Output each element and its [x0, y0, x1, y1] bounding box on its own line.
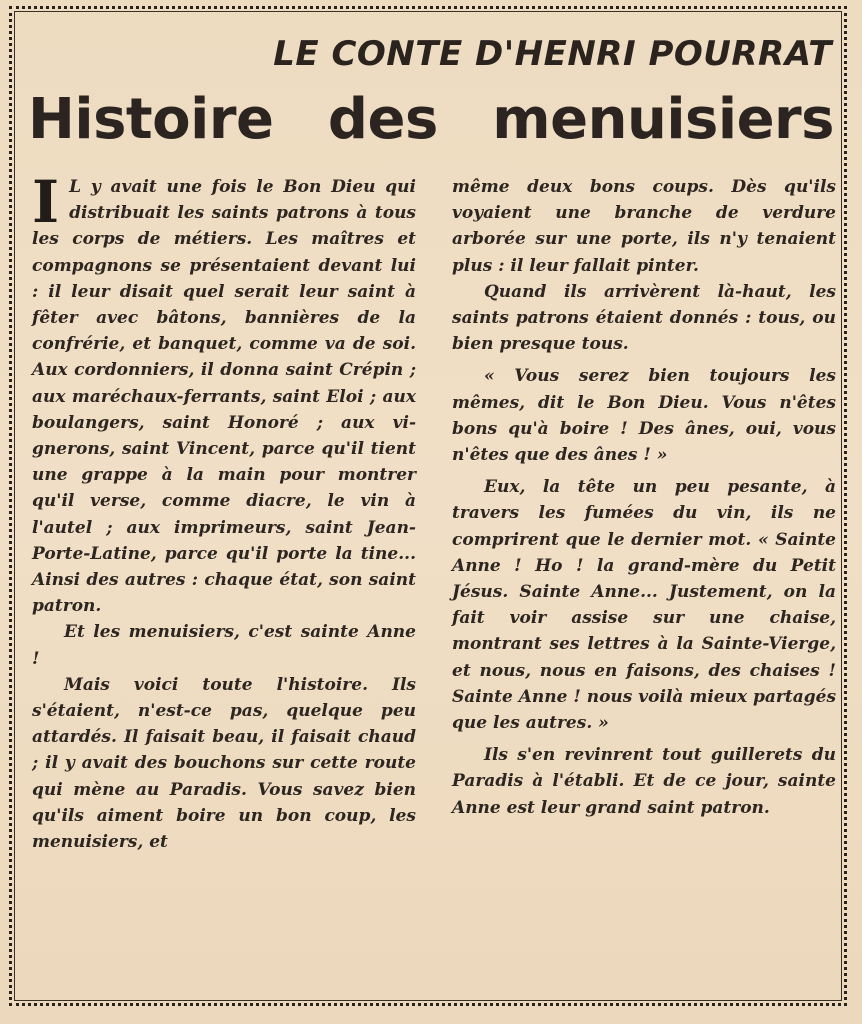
- article-kicker: LE CONTE D'HENRI POURRAT: [273, 34, 832, 74]
- paragraph: [32, 168, 416, 619]
- paragraph: même deux bons coups. Dès qu'ils voyaient une branche de verdure arborée sur une porte, ils n'y tenaient plus : il leur fallait pinter.: [452, 177, 836, 276]
- left-column: [32, 168, 416, 855]
- title-word: Histoire: [28, 87, 274, 152]
- title-word: des: [327, 87, 438, 152]
- drop-cap: I: [32, 168, 60, 236]
- paragraph: Eux, la tête un peu pesante, à travers les fumées du vin, ils ne comprirent que le dernier mot. « Sainte Anne ! Ho ! la grand-mère du Petit Jésus. Sainte Anne... Justement, on la fait voir assise sur une chaise, montrant ses lettres à la Sainte-Vierge, et nous, nous en faisons, des chaises ! Sainte Anne ! nous voilà mieux partagés que les autres. »: [452, 477, 837, 734]
- paragraph: Quand ils arrivèrent là-haut, les saints patrons étaient donnés : tous, ou bien presque tous.: [452, 281, 836, 355]
- right-column: [452, 174, 836, 821]
- article-title: [28, 87, 834, 152]
- title-word: menuisiers: [492, 87, 834, 152]
- paragraph: « Vous serez bien toujours les mêmes, dit le Bon Dieu. Vous n'êtes bons qu'à boire ! Des ânes, oui, vous n'êtes que des ânes ! »: [452, 366, 836, 466]
- paragraph: Mais voici toute l'histoire. Ils s'étaient, n'est-ce pas, quelque peu attardés. Il faisait beau, il faisait chaud ; il y avait des bouchons sur cette route qui mène au Paradis. Vous savez bien qu'ils aiment boire un bon coup, les menuisiers, et: [32, 674, 416, 853]
- paragraph-text: L y avait une fois le Bon Dieu qui distribuait les saints patrons à tous les corps de métiers. Les maîtres et compagnons se présentaient devant lui : il leur disait quel serait leur saint à fêter avec bâtons, bannières de la confrérie, et banquet, comme va de soi. Aux cordonniers, il donna saint Crépin ; aux maréchaux-ferrants, saint Eloi ; aux boulangers, saint Honoré ; aux vignerons, saint Vincent, parce qu'il tient une grappe à la main pour montrer qu'il verse, comme diacre, le vin à l'autel ; aux imprimeurs, saint Jean-Porte-Latine, parce qu'il porte la tine... Ainsi des autres : chaque état, son saint patron.: [32, 177, 416, 617]
- paragraph: Et les menuisiers, c'est sainte Anne !: [32, 622, 416, 669]
- paragraph: Ils s'en revinrent tout guillerets du Paradis à l'établi. Et de ce jour, sainte Anne est leur grand saint patron.: [452, 745, 836, 818]
